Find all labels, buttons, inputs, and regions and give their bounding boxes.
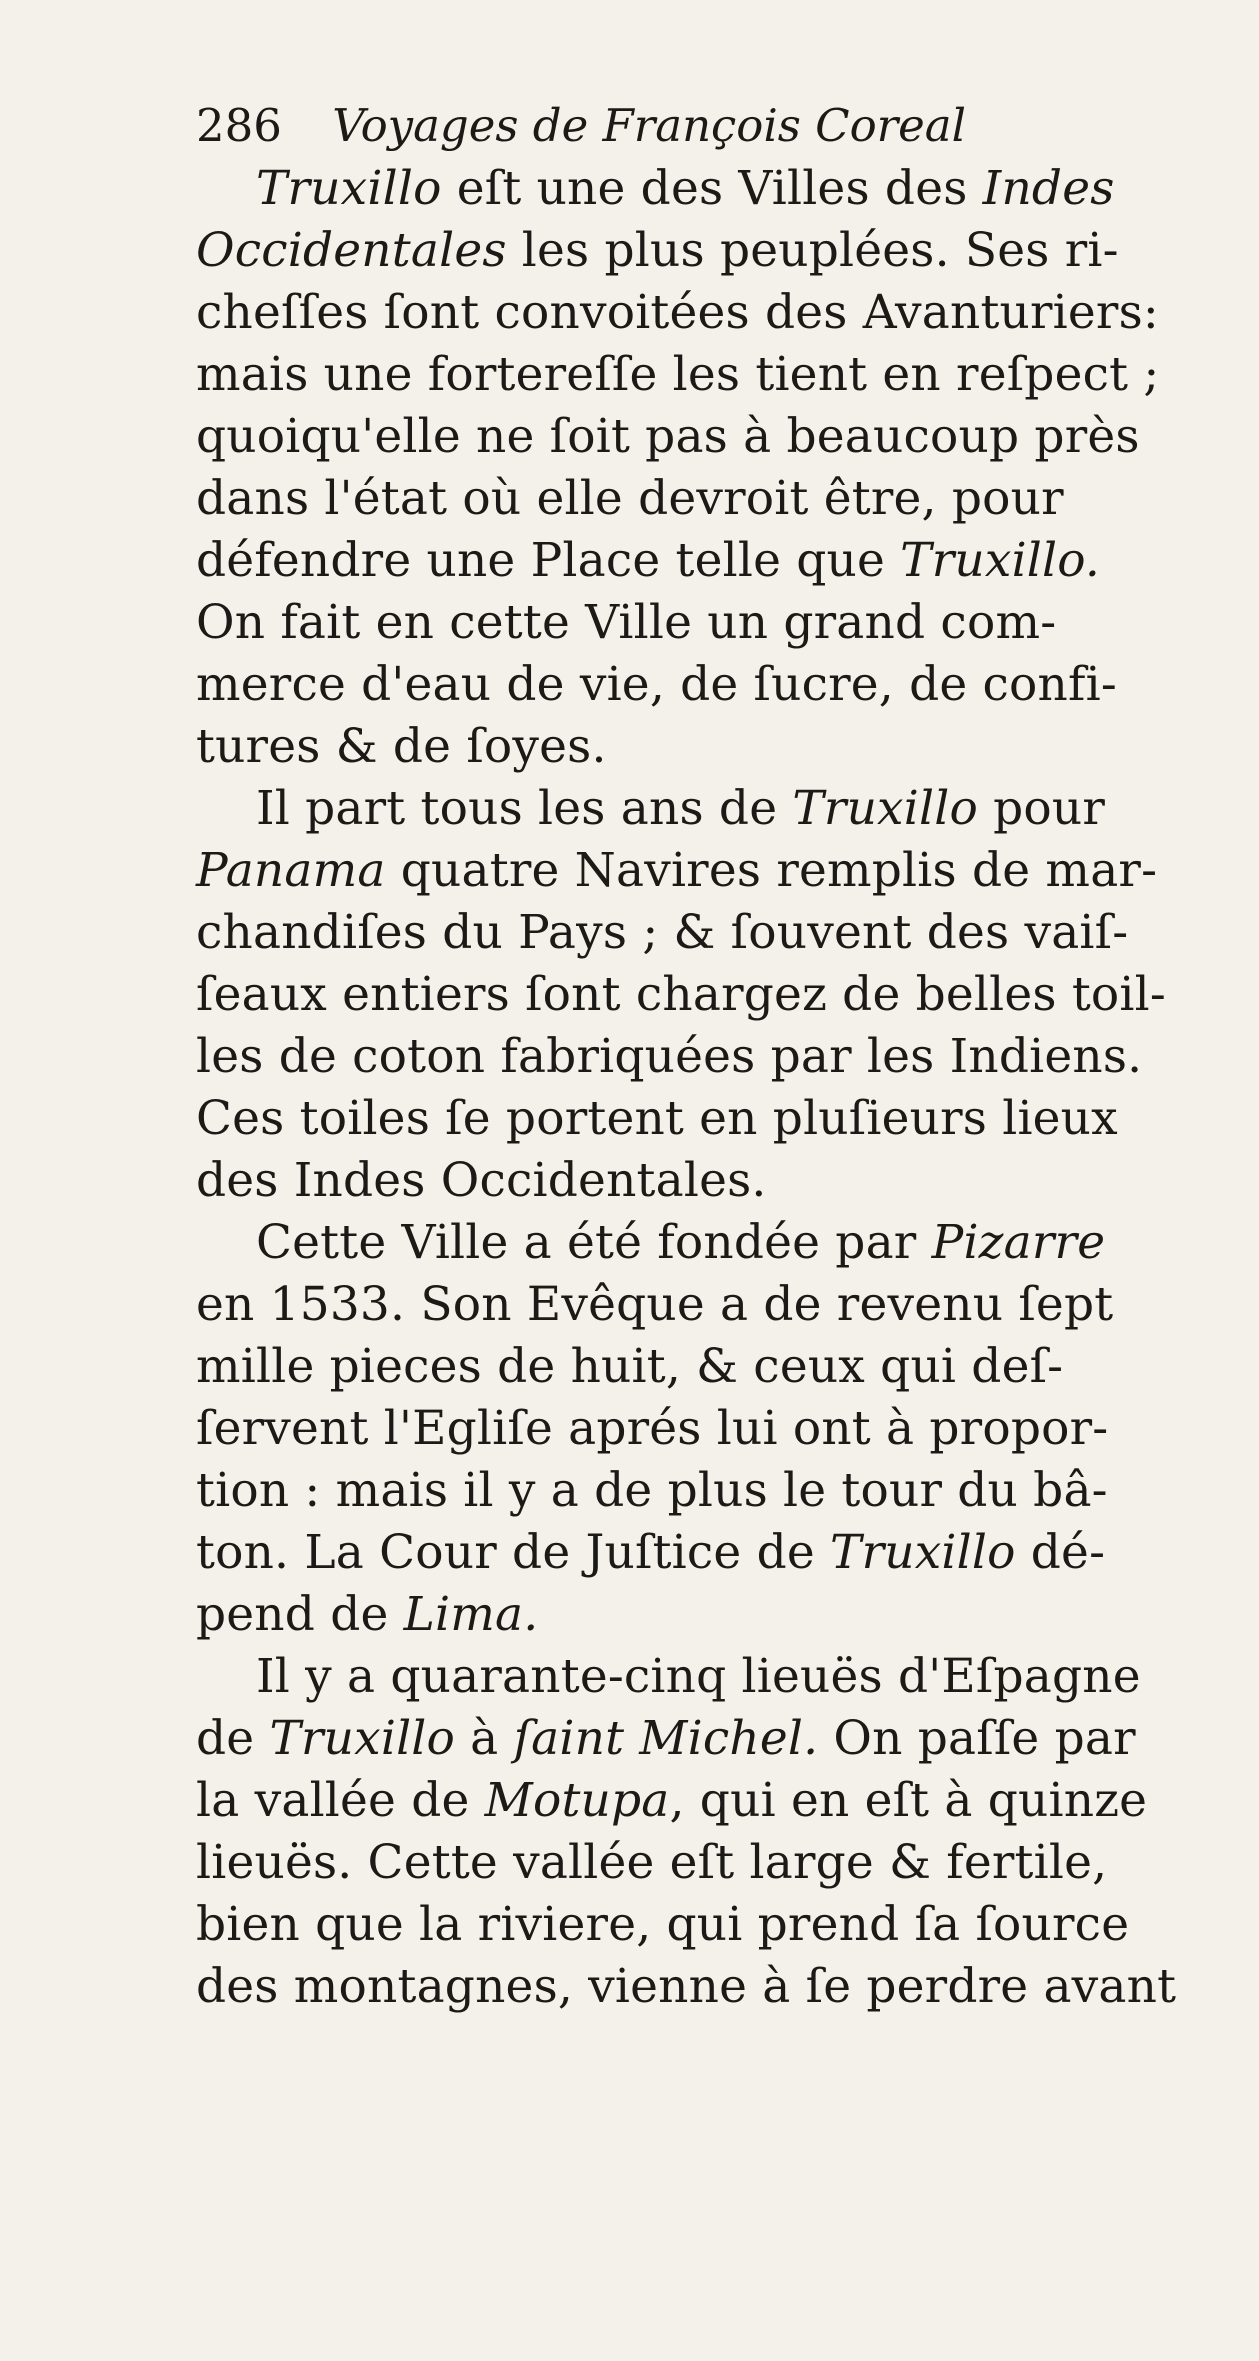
text-line — [196, 1584, 1196, 1646]
text-line — [196, 158, 1196, 220]
text-line — [196, 592, 1196, 654]
italic-text: Truxillo. — [900, 533, 1101, 588]
text-run: lieuës. Cette vallée eſt large & fertile, — [196, 1835, 1108, 1890]
text-line — [196, 840, 1196, 902]
text-run: Il y a quarante-cinq lieuës d'Eſpagne — [256, 1649, 1141, 1704]
text-run: ton. La Cour de Juſtice de — [196, 1525, 831, 1580]
text-run: les plus peuplées. Ses ri- — [506, 223, 1119, 278]
text-line — [196, 1336, 1196, 1398]
text-line — [196, 1708, 1196, 1770]
text-run: pour — [977, 781, 1106, 836]
text-run: eſt une des Villes des — [441, 161, 983, 216]
italic-text: Motupa — [484, 1773, 670, 1828]
text-line — [196, 654, 1196, 716]
italic-text: Pizarre — [931, 1215, 1106, 1270]
text-run: chandiſes du Pays ; & ſouvent des vaiſ- — [196, 905, 1129, 960]
text-line — [196, 1460, 1196, 1522]
text-line — [196, 1212, 1196, 1274]
text-line — [196, 1894, 1196, 1956]
running-header — [196, 96, 1156, 156]
text-line — [196, 716, 1196, 778]
text-run: On fait en cette Ville un grand com- — [196, 595, 1057, 650]
text-line — [196, 1088, 1196, 1150]
text-run: de — [196, 1711, 270, 1766]
text-run: merce d'eau de vie, de ſucre, de confi- — [196, 657, 1117, 712]
italic-text: Panama — [196, 843, 386, 898]
text-run: ſervent l'Egliſe aprés lui ont à propor- — [196, 1401, 1109, 1456]
text-run: à — [455, 1711, 514, 1766]
text-run: pend de — [196, 1587, 404, 1642]
italic-text: Truxillo — [792, 781, 978, 836]
text-line — [196, 220, 1196, 282]
italic-text: Indes — [982, 161, 1115, 216]
italic-text: Occidentales — [196, 223, 507, 278]
text-line — [196, 1646, 1196, 1708]
text-run: en 1533. Son Evêque a de revenu ſept — [196, 1277, 1114, 1332]
running-title: Voyages de François Coreal — [332, 99, 967, 152]
text-run: Il part tous les ans de — [256, 781, 793, 836]
text-run: la vallée de — [196, 1773, 485, 1828]
text-line — [196, 530, 1196, 592]
italic-text: Lima. — [403, 1587, 539, 1642]
text-run: cheſſes ſont convoitées des Avanturiers: — [196, 285, 1159, 340]
text-line — [196, 1832, 1196, 1894]
text-line — [196, 282, 1196, 344]
text-run: Ces toiles ſe portent en pluſieurs lieux — [196, 1091, 1118, 1146]
text-line — [196, 964, 1196, 1026]
text-line — [196, 1522, 1196, 1584]
italic-text: ſaint Michel. — [513, 1711, 819, 1766]
text-line — [196, 1956, 1196, 2018]
text-run: tures & de ſoyes. — [196, 719, 607, 774]
text-line — [196, 1770, 1196, 1832]
text-run: tion : mais il y a de plus le tour du bâ- — [196, 1463, 1108, 1518]
page-number: 286 — [196, 99, 282, 152]
text-run: défendre une Place telle que — [196, 533, 901, 588]
text-block — [196, 158, 1196, 2018]
text-run: quoiqu'elle ne ſoit pas à beaucoup près — [196, 409, 1140, 464]
text-run: des Indes Occidentales. — [196, 1153, 767, 1208]
italic-text: Truxillo — [256, 161, 442, 216]
text-run: mais une fortereſſe les tient en reſpect ; — [196, 347, 1160, 402]
text-line — [196, 778, 1196, 840]
text-run: bien que la riviere, qui prend ſa ſource — [196, 1897, 1130, 1952]
text-line — [196, 1274, 1196, 1336]
text-run: dé- — [1015, 1525, 1106, 1580]
text-line — [196, 1150, 1196, 1212]
text-run: les de coton fabriquées par les Indiens. — [196, 1029, 1143, 1084]
text-run: Cette Ville a été fondée par — [256, 1215, 932, 1270]
italic-text: Truxillo — [269, 1711, 456, 1766]
text-run: dans l'état où elle devroit être, pour — [196, 471, 1064, 526]
text-run: ſeaux entiers ſont chargez de belles toil- — [196, 967, 1166, 1022]
text-line — [196, 406, 1196, 468]
text-run: , qui en eſt à quinze — [669, 1773, 1148, 1828]
text-line — [196, 468, 1196, 530]
text-line — [196, 902, 1196, 964]
text-run: des montagnes, vienne à ſe perdre avant — [196, 1959, 1177, 2014]
text-line — [196, 1026, 1196, 1088]
text-line — [196, 344, 1196, 406]
text-run: quatre Navires remplis de mar- — [385, 843, 1158, 898]
italic-text: Truxillo — [830, 1525, 1016, 1580]
text-line — [196, 1398, 1196, 1460]
text-run: mille pieces de huit, & ceux qui deſ- — [196, 1339, 1064, 1394]
text-run: On paſſe par — [818, 1711, 1136, 1766]
